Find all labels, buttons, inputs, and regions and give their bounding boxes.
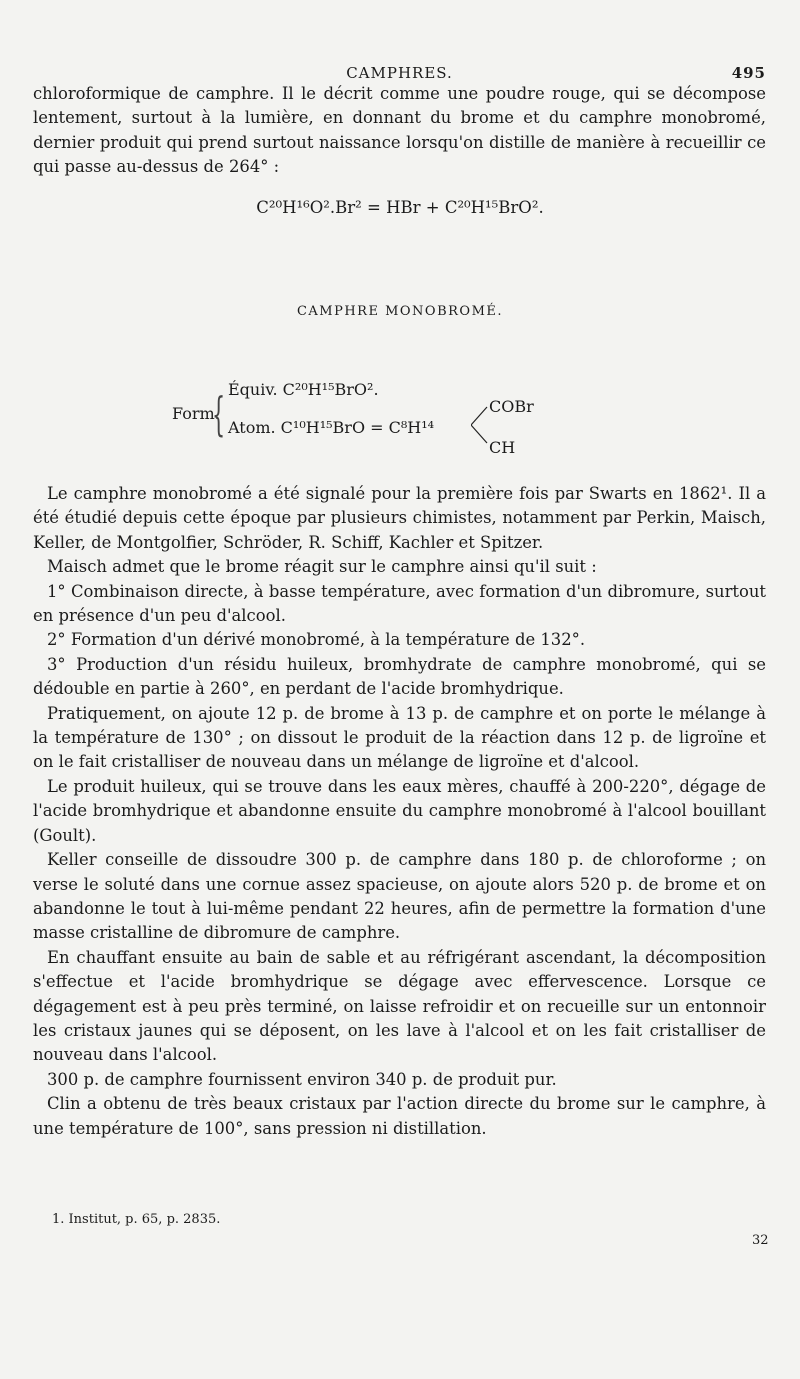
formula-label: Form. bbox=[172, 404, 220, 423]
body-text bbox=[33, 482, 766, 1141]
paragraph: 3° Production d'un résidu huileux, bromhydrate de camphre monobromé, qui se dédouble en partie à 260°, en perdant de l'acide bromhydrique. bbox=[33, 654, 766, 699]
paragraph: 300 p. de camphre fournissent environ 340 p. de produit pur. bbox=[47, 1069, 557, 1089]
paragraph: Maisch admet que le brome réagit sur le camphre ainsi qu'il suit : bbox=[47, 557, 597, 577]
paragraph: En chauffant ensuite au bain de sable et au réfrigérant ascendant, la décomposition s'effectue et l'acide bromhydrique se dégage avec effervescence. Lorsque ce dégagement est à peu près terminé, on laisse refroidir et on recueille sur un entonnoir les cristaux jaunes qui se déposent, on les lave à l'alcool et on les fait cristalliser de nouveau dans l'alcool. bbox=[33, 947, 766, 1065]
signature-mark: 32 bbox=[752, 1233, 769, 1248]
substituent-ch: CH bbox=[489, 438, 516, 457]
paragraph: Clin a obtenu de très beaux cristaux par l'action directe du brome sur le camphre, à une température de 100°, sans pression ni distillation. bbox=[33, 1094, 766, 1138]
atomic-formula: Atom. C¹⁰H¹⁵BrO = C⁸H¹⁴ bbox=[228, 418, 435, 437]
paragraph: 2° Formation d'un dérivé monobromé, à la température de 132°. bbox=[47, 630, 586, 650]
equivalent-formula: Équiv. C²⁰H¹⁵BrO². bbox=[228, 380, 379, 399]
section-title: CAMPHRE MONOBROMÉ. bbox=[296, 304, 504, 319]
footnote: 1. Institut, p. 65, p. 2835. bbox=[52, 1212, 221, 1227]
brace-icon: { bbox=[212, 387, 226, 441]
running-title: CAMPHRES. bbox=[346, 64, 453, 82]
decomposition-equation: C²⁰H¹⁶O².Br² = HBr + C²⁰H¹⁵BrO². bbox=[256, 198, 544, 217]
substituent-cobr: COBr bbox=[489, 397, 534, 416]
paragraph: Keller conseille de dissoudre 300 p. de camphre dans 180 p. de chloroforme ; on verse le soluté dans une cornue assez spacieuse, on ajoute alors 520 p. de brome et on abandonne le tout à lui-même pendant 22 heures, afin de permettre la formation d'une masse cristalline de dibromure de camphre. bbox=[33, 850, 766, 943]
paragraph: Le produit huileux, qui se trouve dans les eaux mères, chauffé à 200-220°, dégage de l'acide bromhydrique et abandonne ensuite du camphre monobromé à l'alcool bouillant (Goult). bbox=[33, 776, 766, 845]
paragraph: Le camphre monobromé a été signalé pour la première fois par Swarts en 1862¹. Il a été étudié depuis cette époque par plusieurs chimistes, notamment par Perkin, Maisch, Keller, de Montgolfier, Schröder, R. Schiff, Kachler et Spitzer. bbox=[33, 484, 766, 552]
formula-block bbox=[172, 380, 552, 470]
intro-paragraph: chloroformique de camphre. Il le décrit comme une poudre rouge, qui se décompose lentement, surtout à la lumière, en donnant du brome et du camphre monobromé, dernier produit qui prend surtout naissance lorsqu'on distille de manière à recueillir ce qui passe au-dessus de 264° : bbox=[33, 84, 766, 177]
paragraph: 1° Combinaison directe, à basse température, avec formation d'un dibromure, surtout en présence d'un peu d'alcool. bbox=[33, 581, 766, 626]
bond-lines-icon bbox=[471, 405, 489, 445]
running-header bbox=[33, 64, 766, 84]
paragraph: Pratiquement, on ajoute 12 p. de brome à 13 p. de camphre et on porte le mélange à la température de 130° ; on dissout le produit de la réaction dans 12 p. de ligroïne et on le fait cristalliser de nouveau dans un mélange de ligroïne et d'alcool. bbox=[33, 703, 766, 772]
page-number: 495 bbox=[731, 64, 766, 82]
